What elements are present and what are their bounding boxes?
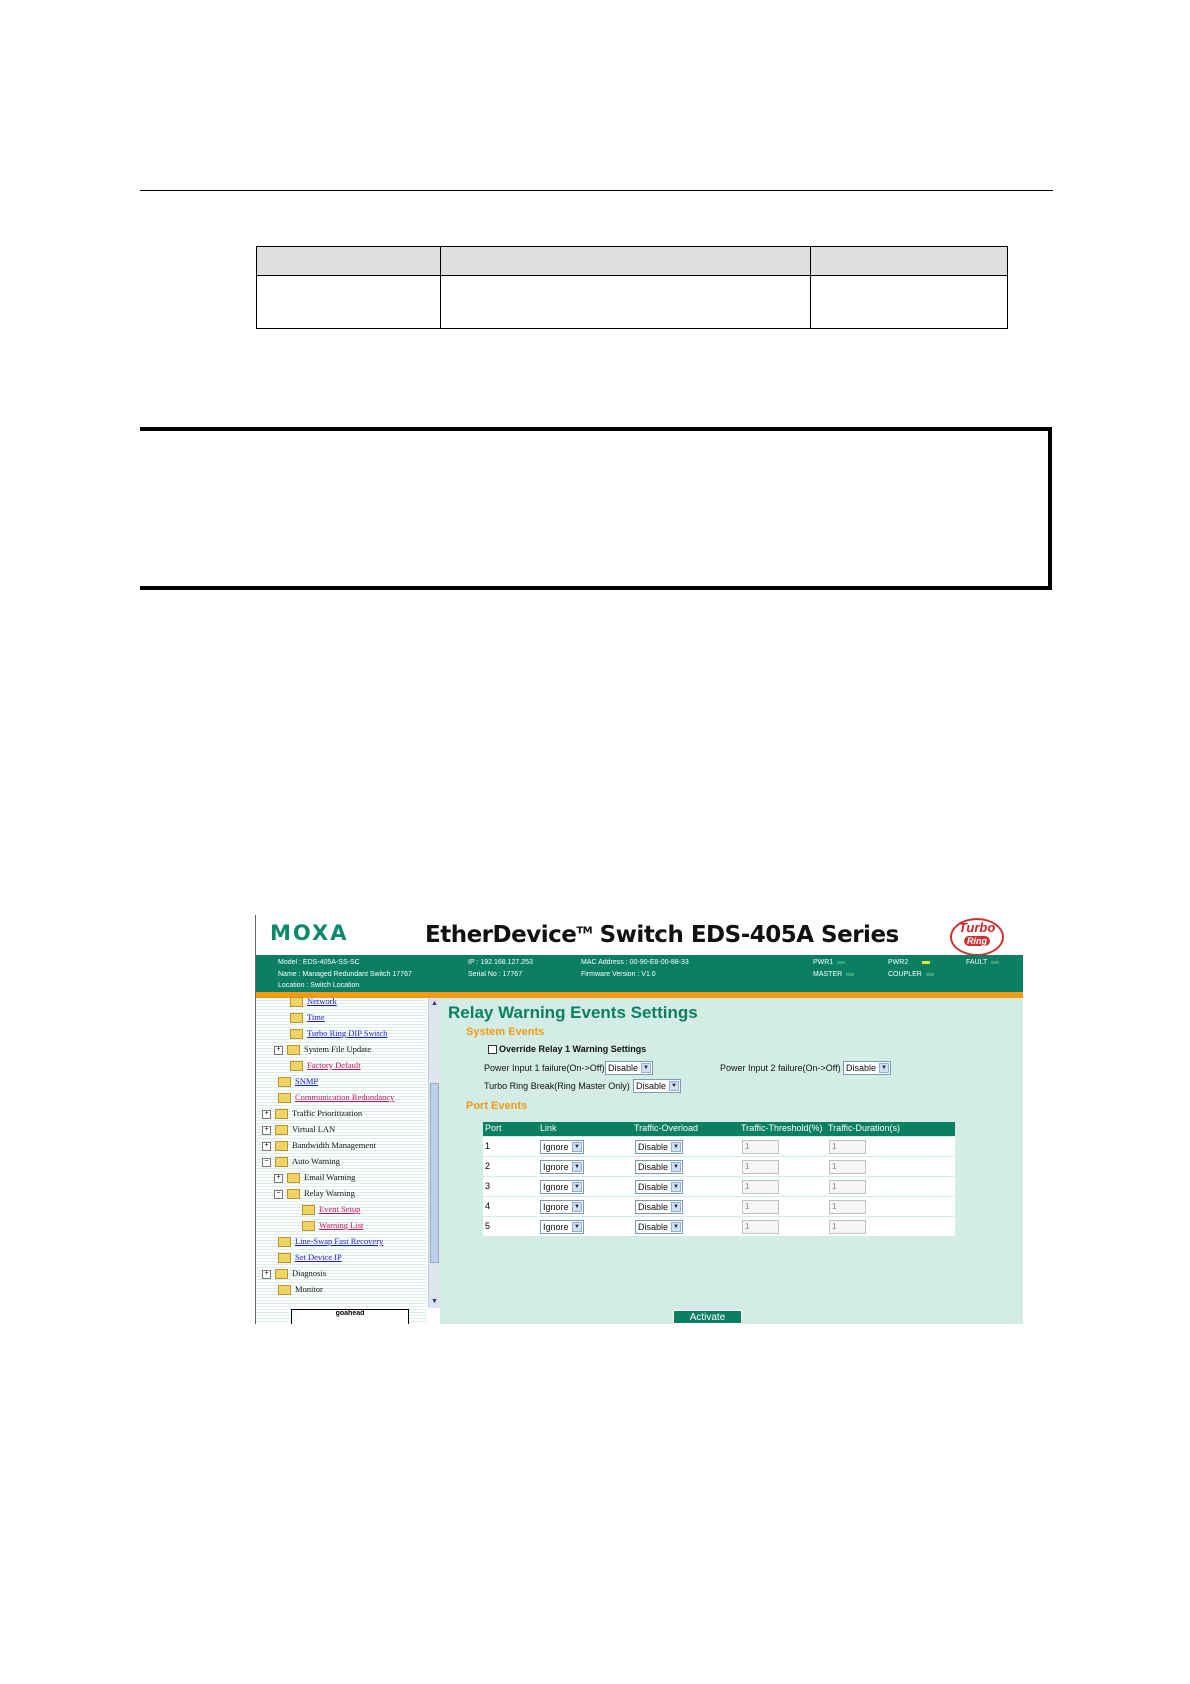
chevron-down-icon: ▼: [572, 1202, 582, 1212]
threshold-input[interactable]: 1: [742, 1180, 779, 1194]
duration-input[interactable]: 1: [829, 1220, 866, 1234]
tree-item-time[interactable]: [286, 1011, 325, 1023]
led-master-label: MASTER: [813, 971, 843, 978]
folder-icon: [278, 1093, 291, 1103]
overload-select[interactable]: [635, 1200, 683, 1214]
port-number: 3: [485, 1181, 491, 1191]
led-pwr2-label: PWR2: [888, 959, 909, 966]
power1-select[interactable]: [605, 1061, 653, 1075]
select-value: Disable: [846, 1063, 877, 1073]
tree-item-line-swap[interactable]: [274, 1235, 383, 1247]
tree-item-warning-list[interactable]: [298, 1219, 363, 1231]
expand-icon[interactable]: +: [274, 1046, 283, 1055]
threshold-input[interactable]: 1: [742, 1220, 779, 1234]
doc-table-cell-3: [811, 276, 1008, 329]
main-panel: [440, 998, 1023, 1324]
port-number: 2: [485, 1161, 491, 1171]
col-traffic-duration: Traffic-Duration(s): [828, 1123, 901, 1133]
table-row: [483, 1137, 955, 1157]
expand-icon[interactable]: +: [262, 1126, 271, 1135]
tree-scrollbar[interactable]: [428, 998, 440, 1308]
duration-input[interactable]: 1: [829, 1200, 866, 1214]
override-relay-checkbox[interactable]: [488, 1045, 497, 1054]
doc-table-header-1: [257, 247, 441, 276]
chevron-down-icon: ▼: [671, 1222, 681, 1232]
tree-item-label: Email Warning: [304, 1172, 356, 1182]
tree-item-label: Diagnosis: [292, 1268, 326, 1278]
folder-icon: [278, 1253, 291, 1263]
collapse-icon[interactable]: −: [274, 1190, 283, 1199]
select-value: Ignore: [543, 1162, 569, 1172]
duration-input[interactable]: 1: [829, 1180, 866, 1194]
link-select[interactable]: [540, 1160, 584, 1174]
tree-item-label: Network: [307, 996, 337, 1006]
led-fault-label: FAULT: [966, 959, 988, 966]
info-firmware: Firmware Version : V1.0: [581, 971, 656, 978]
duration-input[interactable]: 1: [829, 1140, 866, 1154]
info-serial: Serial No : 17767: [468, 971, 523, 978]
tree-item-monitor[interactable]: [274, 1283, 323, 1295]
folder-icon: [290, 1013, 303, 1023]
led-pwr2: [888, 959, 930, 966]
chevron-down-icon: ▼: [671, 1162, 681, 1172]
port-number: 1: [485, 1141, 491, 1151]
override-relay-label: Override Relay 1 Warning Settings: [499, 1044, 647, 1054]
page-title: Relay Warning Events Settings: [448, 1003, 698, 1022]
turbo-break-label: Turbo Ring Break(Ring Master Only): [484, 1081, 630, 1091]
turbo-ring-logo: [950, 918, 1004, 956]
expand-icon[interactable]: +: [262, 1270, 271, 1279]
tree-item-auto-warning[interactable]: [262, 1155, 340, 1167]
col-port: Port: [485, 1123, 502, 1133]
product-title-main: EtherDevice: [425, 922, 577, 948]
table-row: [483, 1197, 955, 1217]
tree-item-virtual-lan[interactable]: [262, 1123, 335, 1135]
select-value: Ignore: [543, 1202, 569, 1212]
tree-item-label: Communication Redundancy: [295, 1092, 395, 1102]
tree-item-label: Virtual LAN: [292, 1124, 336, 1134]
expand-icon[interactable]: +: [262, 1110, 271, 1119]
folder-icon: [275, 1109, 288, 1119]
port-number: 4: [485, 1201, 491, 1211]
tree-item-event-setup[interactable]: [298, 1203, 360, 1215]
expand-icon[interactable]: +: [274, 1174, 283, 1183]
folder-icon: [275, 1269, 288, 1279]
turbo-logo-text: Turbo: [958, 920, 996, 935]
chevron-down-icon: ▼: [572, 1162, 582, 1172]
folder-icon: [290, 997, 303, 1007]
tree-item-set-device-ip[interactable]: [274, 1251, 342, 1263]
link-select[interactable]: [540, 1180, 584, 1194]
folder-icon: [290, 1029, 303, 1039]
power2-select[interactable]: [843, 1061, 891, 1075]
chevron-down-icon: ▼: [671, 1202, 681, 1212]
folder-icon: [302, 1221, 315, 1231]
scroll-up-icon[interactable]: ▲: [431, 1000, 438, 1007]
scroll-down-icon[interactable]: ▼: [431, 1298, 438, 1305]
open-folder-icon: [287, 1189, 300, 1199]
folder-icon: [275, 1141, 288, 1151]
tree-item-label: Monitor: [295, 1284, 323, 1294]
link-select[interactable]: [540, 1200, 584, 1214]
table-row: [483, 1157, 955, 1177]
table-row: [483, 1217, 955, 1237]
info-name: Name : Managed Redundant Switch 17767: [278, 971, 412, 978]
overload-select[interactable]: [635, 1180, 683, 1194]
doc-table-cell-1: [257, 276, 441, 329]
tree-item-label: System File Update: [304, 1044, 372, 1054]
tree-item-email-warning[interactable]: [274, 1171, 355, 1183]
select-value: Disable: [638, 1162, 669, 1172]
select-value: Disable: [608, 1063, 639, 1073]
header-rule: [140, 190, 1053, 191]
chevron-down-icon: ▼: [669, 1081, 679, 1091]
tree-item-label: SNMP: [295, 1076, 319, 1086]
folder-icon: [287, 1045, 300, 1055]
doc-table-header-2: [441, 247, 811, 276]
nav-tree: [256, 998, 427, 1324]
tree-item-label: Relay Warning: [304, 1188, 355, 1198]
tree-item-network[interactable]: [286, 995, 337, 1007]
folder-icon: [287, 1173, 300, 1183]
folder-icon: [302, 1205, 315, 1215]
power2-label: Power Input 2 failure(On->Off): [720, 1063, 841, 1073]
led-indicator-icon: [922, 961, 930, 964]
select-value: Ignore: [543, 1142, 569, 1152]
folder-icon: [290, 1061, 303, 1071]
power1-label: Power Input 1 failure(On->Off): [484, 1063, 605, 1073]
doc-table-header-3: [811, 247, 1008, 276]
product-title-rest: Switch EDS-405A Series: [592, 922, 899, 948]
tree-item-factory-default[interactable]: [286, 1059, 361, 1071]
chevron-down-icon: ▼: [879, 1063, 889, 1073]
tree-item-relay-warning[interactable]: [274, 1187, 355, 1199]
info-ip: IP : 192.168.127.253: [468, 959, 533, 966]
info-mac: MAC Address : 00-90-E8-00-88-33: [581, 959, 689, 966]
turbo-logo-sub: Ring: [964, 936, 990, 946]
tree-item-label: Event Setup: [319, 1204, 361, 1214]
activate-button[interactable]: Activate: [673, 1310, 742, 1324]
chevron-down-icon: ▼: [671, 1142, 681, 1152]
chevron-down-icon: ▼: [572, 1142, 582, 1152]
chevron-down-icon: ▼: [572, 1222, 582, 1232]
tree-item-traffic-prioritization[interactable]: [262, 1107, 362, 1119]
port-table-header: [483, 1122, 955, 1136]
port-events-heading: Port Events: [466, 1100, 528, 1112]
folder-icon: [275, 1125, 288, 1135]
link-select[interactable]: [540, 1140, 584, 1154]
overload-select[interactable]: [635, 1220, 683, 1234]
tree-item-turbo-ring-dip[interactable]: [286, 1027, 387, 1039]
tree-item-label: Factory Default: [307, 1060, 361, 1070]
tree-item-communication-redundancy[interactable]: [274, 1091, 394, 1103]
tree-item-label: Turbo Ring DIP Switch: [307, 1028, 388, 1038]
link-select[interactable]: [540, 1220, 584, 1234]
tree-item-label: Warning List: [319, 1220, 364, 1230]
doc-table-cell-2: [441, 276, 811, 329]
folder-icon: [278, 1237, 291, 1247]
overload-select[interactable]: [635, 1140, 683, 1154]
collapse-icon[interactable]: −: [262, 1158, 271, 1167]
expand-icon[interactable]: +: [262, 1142, 271, 1151]
tree-item-label: Time: [307, 1012, 325, 1022]
table-row: [483, 1177, 955, 1197]
led-coupler: [888, 971, 934, 978]
col-link: Link: [540, 1123, 557, 1133]
chevron-down-icon: ▼: [671, 1182, 681, 1192]
note-box: [140, 427, 1052, 590]
led-indicator-icon: [926, 973, 934, 976]
trademark: TM: [576, 925, 593, 937]
product-title: [425, 922, 899, 948]
select-value: Disable: [636, 1081, 667, 1091]
system-events-heading: System Events: [466, 1026, 545, 1038]
web-ui-screenshot: [255, 915, 1023, 1324]
led-coupler-label: COUPLER: [888, 971, 922, 978]
led-indicator-icon: [991, 961, 999, 964]
moxa-logo: MOXA: [270, 921, 349, 945]
info-location: Location : Switch Location: [278, 982, 360, 989]
led-indicator-icon: [837, 961, 845, 964]
tree-item-label: Line-Swap Fast Recovery: [295, 1236, 384, 1246]
threshold-input[interactable]: 1: [742, 1160, 779, 1174]
duration-input[interactable]: 1: [829, 1160, 866, 1174]
tree-item-diagnosis[interactable]: [262, 1267, 326, 1279]
led-fault: [966, 959, 999, 966]
turbo-break-select[interactable]: [633, 1079, 681, 1093]
led-master: [813, 971, 854, 978]
info-model: Model : EDS-405A-SS-SC: [278, 959, 360, 966]
select-value: Disable: [638, 1202, 669, 1212]
banner: [256, 915, 1023, 955]
select-value: Ignore: [543, 1222, 569, 1232]
tree-item-label: Traffic Prioritization: [292, 1108, 363, 1118]
select-value: Disable: [638, 1142, 669, 1152]
goahead-webserver-logo: goahead: [291, 1309, 409, 1324]
overload-select[interactable]: [635, 1160, 683, 1174]
select-value: Disable: [638, 1182, 669, 1192]
col-traffic-threshold: Traffic-Threshold(%): [741, 1123, 823, 1133]
threshold-input[interactable]: 1: [742, 1140, 779, 1154]
doc-table: [256, 246, 1008, 329]
port-number: 5: [485, 1221, 491, 1231]
tree-item-snmp[interactable]: [274, 1075, 318, 1087]
tree-item-label: Bandwidth Management: [292, 1140, 376, 1150]
threshold-input[interactable]: 1: [742, 1200, 779, 1214]
open-folder-icon: [275, 1157, 288, 1167]
chevron-down-icon: ▼: [572, 1182, 582, 1192]
led-pwr1: [813, 959, 845, 966]
tree-item-label: Auto Warning: [292, 1156, 341, 1166]
select-value: Ignore: [543, 1182, 569, 1192]
tree-item-label: Set Device IP: [295, 1252, 342, 1262]
select-value: Disable: [638, 1222, 669, 1232]
led-indicator-icon: [846, 973, 854, 976]
folder-icon: [278, 1077, 291, 1087]
tree-item-bandwidth-management[interactable]: [262, 1139, 376, 1151]
col-traffic-overload: Traffic-Overload: [634, 1123, 699, 1133]
tree-item-system-file-update[interactable]: [274, 1043, 371, 1055]
led-pwr1-label: PWR1: [813, 959, 834, 966]
scrollbar-thumb[interactable]: [430, 1083, 439, 1263]
device-info-bar: [256, 955, 1023, 992]
chevron-down-icon: ▼: [641, 1063, 651, 1073]
folder-icon: [278, 1285, 291, 1295]
